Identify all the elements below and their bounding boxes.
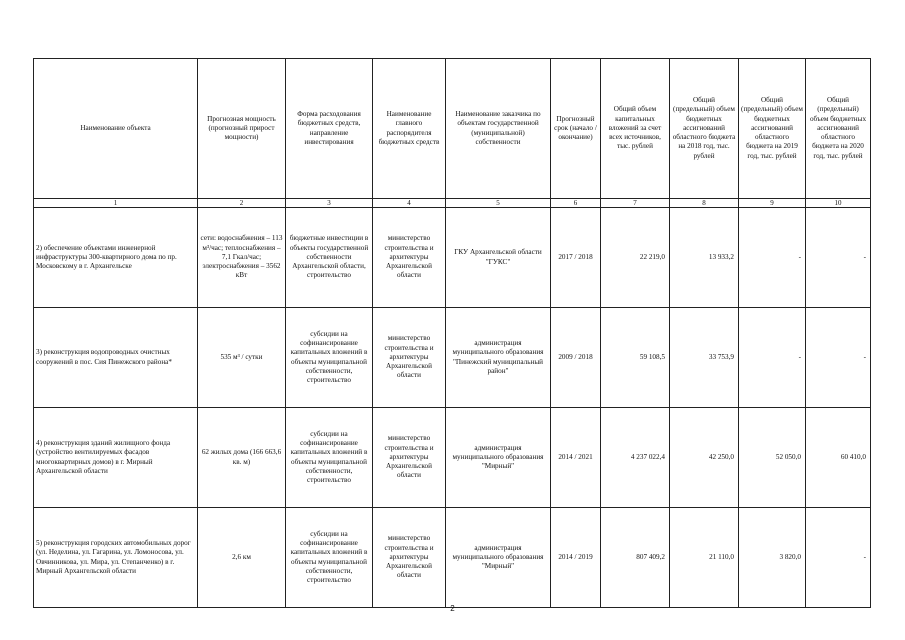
- total-investment-cell: 4 237 022,4: [601, 408, 670, 508]
- header-cell: Форма расходования бюджетных средств, направление инвестирования: [286, 59, 373, 199]
- customer-cell: ГКУ Архангельской области "ГУКС": [446, 208, 551, 308]
- page-number: 2: [450, 604, 455, 613]
- manager-cell: министерство строительства и архитектуры Архангельской области: [373, 308, 446, 408]
- column-number: 5: [446, 199, 551, 208]
- capacity-cell: 2,6 км: [198, 508, 286, 608]
- column-number: 7: [601, 199, 670, 208]
- manager-cell: министерство строительства и архитектуры Архангельской области: [373, 208, 446, 308]
- manager-cell: министерство строительства и архитектуры Архангельской области: [373, 508, 446, 608]
- total-investment-cell: 59 108,5: [601, 308, 670, 408]
- header-cell: Наименование объекта: [34, 59, 198, 199]
- investment-form-cell: бюджетные инвестиции в объекты государственной собственности Архангельской области, строительство: [286, 208, 373, 308]
- header-cell: Наименование заказчика по объектам государственной (муниципальной) собственности: [446, 59, 551, 199]
- budget-2019-cell: 52 050,0: [739, 408, 806, 508]
- column-number: 4: [373, 199, 446, 208]
- header-cell: Общий (предельный) объем бюджетных ассигнований областного бюджета на 2019 год, тыс. рублей: [739, 59, 806, 199]
- total-investment-cell: 807 409,2: [601, 508, 670, 608]
- capital-investment-table: [33, 58, 871, 608]
- header-cell: Общий объем капитальных вложений за счет всех источников, тыс. рублей: [601, 59, 670, 199]
- budget-2019-cell: -: [739, 308, 806, 408]
- column-number: 3: [286, 199, 373, 208]
- customer-cell: администрация муниципального образования "Пинежский муниципальный район": [446, 308, 551, 408]
- object-name: 3) реконструкция водопроводных очистных сооружений в пос. Сия Пинежского района*: [34, 308, 198, 408]
- budget-2018-cell: 33 753,9: [670, 308, 739, 408]
- term-cell: 2017 / 2018: [551, 208, 601, 308]
- budget-2018-cell: 21 110,0: [670, 508, 739, 608]
- term-cell: 2009 / 2018: [551, 308, 601, 408]
- investment-form-cell: субсидии на софинансирование капитальных вложений в объекты муниципальной собственности, строительство: [286, 408, 373, 508]
- budget-2019-cell: 3 820,0: [739, 508, 806, 608]
- column-number: 9: [739, 199, 806, 208]
- column-number: 6: [551, 199, 601, 208]
- manager-cell: министерство строительства и архитектуры Архангельской области: [373, 408, 446, 508]
- header-cell: Прогнозный срок (начало / окончание): [551, 59, 601, 199]
- object-name: 2) обеспечение объектами инженерной инфраструктуры 300-квартирного дома по пр. Московскому в г. Архангельске: [34, 208, 198, 308]
- investment-form-cell: субсидии на софинансирование капитальных вложений в объекты муниципальной собственности, строительство: [286, 308, 373, 408]
- table-row: [34, 208, 871, 308]
- header-cell: Общий (предельный) объем бюджетных ассигнований областного бюджета на 2020 год, тыс. рублей: [806, 59, 871, 199]
- object-name: 4) реконструкция зданий жилищного фонда (устройство вентилируемых фасадов многоквартирных домов) в г. Мирный Архангельской области: [34, 408, 198, 508]
- budget-2020-cell: 60 410,0: [806, 408, 871, 508]
- table-row: [34, 508, 871, 608]
- term-cell: 2014 / 2021: [551, 408, 601, 508]
- header-cell: Наименование главного распорядителя бюджетных средств: [373, 59, 446, 199]
- table-header-row: [34, 59, 871, 199]
- budget-2020-cell: -: [806, 308, 871, 408]
- customer-cell: администрация муниципального образования "Мирный": [446, 408, 551, 508]
- table-row: [34, 408, 871, 508]
- budget-2019-cell: -: [739, 208, 806, 308]
- term-cell: 2014 / 2019: [551, 508, 601, 608]
- column-number: 1: [34, 199, 198, 208]
- capacity-cell: 535 м³ / сутки: [198, 308, 286, 408]
- budget-2020-cell: -: [806, 508, 871, 608]
- header-cell: Общий (предельный) объем бюджетных ассигнований областного бюджета на 2018 год, тыс. рублей: [670, 59, 739, 199]
- budget-2018-cell: 42 250,0: [670, 408, 739, 508]
- column-number: 8: [670, 199, 739, 208]
- object-name: 5) реконструкция городских автомобильных дорог (ул. Неделина, ул. Гагарина, ул. Ломоносова, ул. Овчинникова, ул. Мира, ул. Степанченко) в г. Мирный Архангельской области: [34, 508, 198, 608]
- total-investment-cell: 22 219,0: [601, 208, 670, 308]
- customer-cell: администрация муниципального образования "Мирный": [446, 508, 551, 608]
- capacity-cell: 62 жилых дома (166 663,6 кв. м): [198, 408, 286, 508]
- table-row: [34, 308, 871, 408]
- column-number: 10: [806, 199, 871, 208]
- header-cell: Прогнозная мощность (прогнозный прирост мощности): [198, 59, 286, 199]
- budget-2020-cell: -: [806, 208, 871, 308]
- column-number: 2: [198, 199, 286, 208]
- budget-2018-cell: 13 933,2: [670, 208, 739, 308]
- investment-form-cell: субсидии на софинансирование капитальных вложений в объекты муниципальной собственности, строительство: [286, 508, 373, 608]
- capacity-cell: сети: водоснабжения – 113 м³/час; теплоснабжения – 7,1 Гкал/час; электроснабжения – 3562 кВт: [198, 208, 286, 308]
- column-number-row: [34, 199, 871, 208]
